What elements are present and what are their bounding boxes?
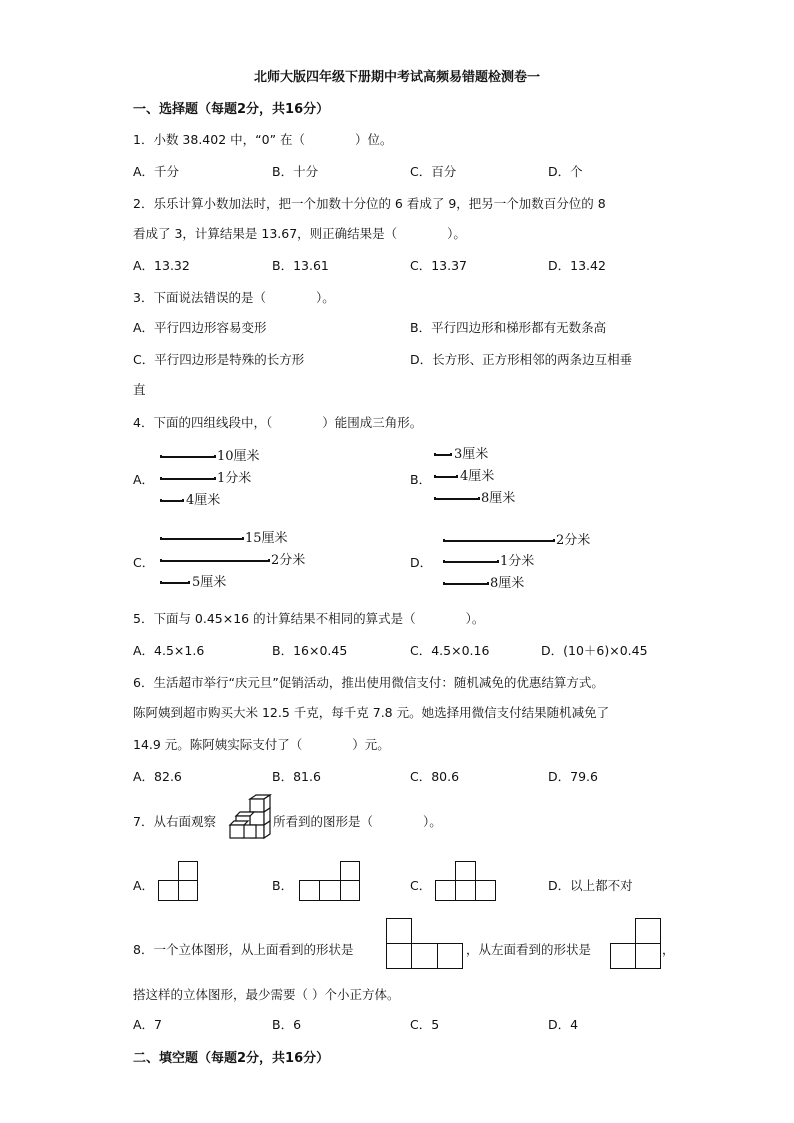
q8-option-c[interactable]: C．5 bbox=[410, 1017, 440, 1032]
q7-option-a-letter[interactable]: A． bbox=[133, 878, 155, 893]
segment-b-1-label: 3厘米 bbox=[454, 447, 489, 462]
cube-stack-figure bbox=[228, 792, 272, 842]
q7-option-b-letter[interactable]: B． bbox=[272, 878, 294, 893]
question-6-line1: 6．生活超市举行“庆元旦”促销活动，推出使用微信支付：随机减免的优惠结算方式。 bbox=[133, 675, 604, 690]
q1-option-b[interactable]: B．十分 bbox=[272, 164, 319, 179]
section-heading-choice: 一、选择题（每题2分，共16分） bbox=[133, 102, 330, 117]
segment-a-2 bbox=[160, 477, 216, 480]
segment-a-2-label: 1分米 bbox=[217, 471, 252, 486]
square bbox=[178, 880, 198, 901]
square bbox=[340, 880, 360, 901]
question-5-stem: 5．下面与 0.45×16 的计算结果不相同的算式是（ ）。 bbox=[133, 611, 485, 626]
segment-c-1-label: 15厘米 bbox=[245, 531, 288, 546]
segment-d-1-label: 2分米 bbox=[556, 533, 591, 548]
segment-d-1 bbox=[443, 539, 555, 542]
q6-option-d[interactable]: D．79.6 bbox=[548, 769, 598, 784]
segment-b-3 bbox=[434, 497, 480, 500]
q3-option-c[interactable]: C．平行四边形是特殊的长方形 bbox=[133, 352, 305, 367]
segment-d-3 bbox=[443, 582, 489, 585]
square bbox=[158, 880, 179, 901]
q8-option-d[interactable]: D．4 bbox=[548, 1017, 579, 1032]
q4-option-a-letter[interactable]: A． bbox=[133, 472, 155, 487]
q8-option-b[interactable]: B．6 bbox=[272, 1017, 302, 1032]
question-2-stem-line2: 看成了 3，计算结果是 13.67，则正确结果是（ ）。 bbox=[133, 226, 466, 241]
question-1-stem: 1．小数 38.402 中，“0” 在（ ）位。 bbox=[133, 132, 393, 147]
q5-option-c[interactable]: C．4.5×0.16 bbox=[410, 643, 490, 658]
square bbox=[386, 918, 412, 944]
segment-d-2 bbox=[443, 560, 499, 563]
segment-a-1 bbox=[160, 455, 216, 458]
section-heading-fill: 二、填空题（每题2分，共16分） bbox=[133, 1051, 330, 1066]
segment-b-2-label: 4厘米 bbox=[460, 469, 495, 484]
q6-option-a[interactable]: A．82.6 bbox=[133, 769, 182, 784]
segment-c-3-label: 5厘米 bbox=[192, 575, 227, 590]
question-7-stem-before: 7．从右面观察 bbox=[133, 814, 216, 829]
question-8-line2: 搭这样的立体图形，最少需要（ ）个小正方体。 bbox=[133, 987, 400, 1002]
q6-option-c[interactable]: C．80.6 bbox=[410, 769, 460, 784]
q2-option-c[interactable]: C．13.37 bbox=[410, 258, 468, 273]
square bbox=[635, 918, 661, 944]
q4-option-d-letter[interactable]: D． bbox=[410, 555, 433, 570]
square bbox=[610, 943, 636, 969]
square bbox=[455, 880, 476, 901]
segment-b-3-label: 8厘米 bbox=[481, 491, 516, 506]
square bbox=[178, 861, 198, 881]
segment-a-3-label: 4厘米 bbox=[186, 493, 221, 508]
question-2-stem-line1: 2．乐乐计算小数加法时，把一个加数十分位的 6 看成了 9，把另一个加数百分位的 8 bbox=[133, 196, 606, 211]
q3-option-d[interactable]: D．长方形、正方形相邻的两条边互相垂 bbox=[410, 352, 633, 367]
q2-option-b[interactable]: B．13.61 bbox=[272, 258, 329, 273]
square bbox=[437, 943, 463, 969]
question-7-stem-after: 所看到的图形是（ ）。 bbox=[273, 814, 442, 829]
square bbox=[386, 943, 412, 969]
question-8-stem-a: 8．一个立体图形，从上面看到的形状是 bbox=[133, 942, 354, 957]
question-4-stem: 4．下面的四组线段中，（ ）能围成三角形。 bbox=[133, 415, 423, 430]
segment-b-1 bbox=[434, 453, 452, 456]
square bbox=[411, 943, 438, 969]
question-3-stem: 3．下面说法错误的是（ ）。 bbox=[133, 290, 335, 305]
square bbox=[435, 880, 456, 901]
q7-option-c-letter[interactable]: C． bbox=[410, 878, 432, 893]
q3-option-a[interactable]: A．平行四边形容易变形 bbox=[133, 320, 267, 335]
segment-c-1 bbox=[160, 537, 244, 540]
square bbox=[635, 943, 661, 969]
segment-c-3 bbox=[160, 581, 190, 584]
square bbox=[455, 861, 476, 881]
square bbox=[475, 880, 496, 901]
q6-option-b[interactable]: B．81.6 bbox=[272, 769, 321, 784]
q1-option-d[interactable]: D．个 bbox=[548, 164, 583, 179]
q5-option-d[interactable]: D．(10＋6)×0.45 bbox=[541, 643, 648, 658]
square bbox=[299, 880, 320, 901]
segment-a-3 bbox=[160, 499, 184, 502]
question-8-stem-c: ， bbox=[662, 942, 675, 957]
q5-option-a[interactable]: A．4.5×1.6 bbox=[133, 643, 205, 658]
q4-option-b-letter[interactable]: B． bbox=[410, 472, 432, 487]
segment-d-3-label: 8厘米 bbox=[490, 576, 525, 591]
q7-option-d[interactable]: D．以上都不对 bbox=[548, 878, 633, 893]
square bbox=[319, 880, 341, 901]
q2-option-d[interactable]: D．13.42 bbox=[548, 258, 606, 273]
question-6-line2: 陈阿姨到超市购买大米 12.5 千克，每千克 7.8 元。她选择用微信支付结果随机减免了 bbox=[133, 705, 610, 720]
question-8-stem-b: ，从左面看到的形状是 bbox=[466, 942, 592, 957]
segment-c-2-label: 2分米 bbox=[271, 553, 306, 568]
page-title: 北师大版四年级下册期中考试高频易错题检测卷一 bbox=[253, 70, 540, 85]
segment-a-1-label: 10厘米 bbox=[217, 449, 260, 464]
q4-option-c-letter[interactable]: C． bbox=[133, 555, 155, 570]
q5-option-b[interactable]: B．16×0.45 bbox=[272, 643, 348, 658]
square bbox=[340, 861, 360, 881]
segment-d-2-label: 1分米 bbox=[500, 554, 535, 569]
q1-option-c[interactable]: C．百分 bbox=[410, 164, 457, 179]
q8-option-a[interactable]: A．7 bbox=[133, 1017, 163, 1032]
segment-c-2 bbox=[160, 559, 270, 562]
q1-option-a[interactable]: A．千分 bbox=[133, 164, 180, 179]
q3-option-b[interactable]: B．平行四边形和梯形都有无数条高 bbox=[410, 320, 607, 335]
segment-b-2 bbox=[434, 475, 458, 478]
question-6-line3: 14.9 元。陈阿姨实际支付了（ ）元。 bbox=[133, 737, 390, 752]
q2-option-a[interactable]: A．13.32 bbox=[133, 258, 190, 273]
q3-option-d-wrap: 直 bbox=[133, 382, 146, 397]
